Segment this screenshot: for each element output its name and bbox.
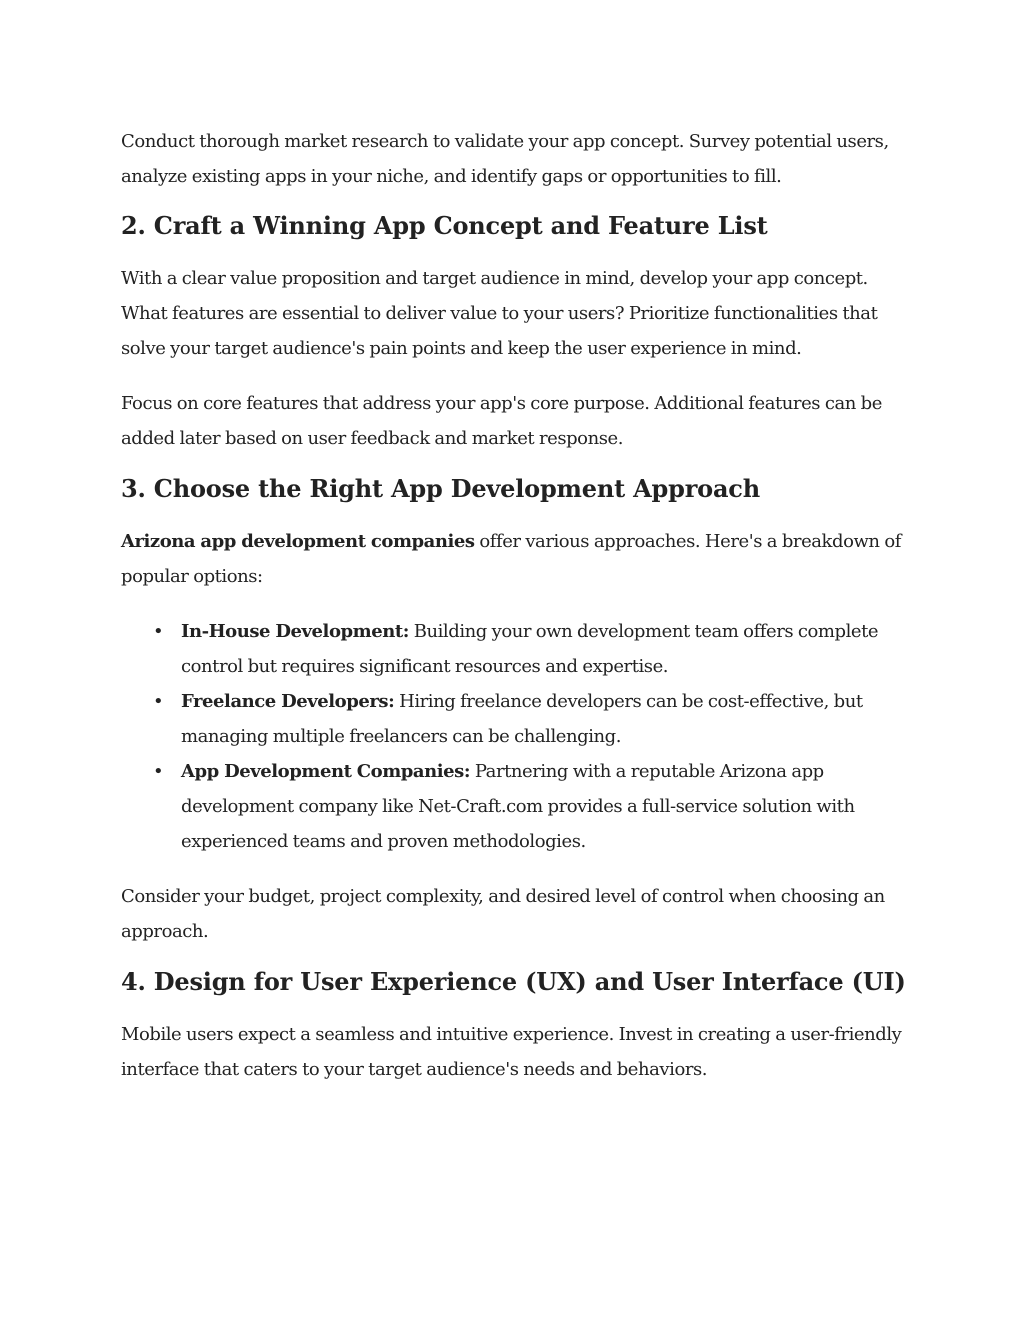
section-3-intro-paragraph bbox=[121, 524, 911, 594]
section-2-heading: 2. Craft a Winning App Concept and Feature List bbox=[121, 211, 768, 240]
intro-paragraph: Conduct thorough market research to validate your app concept. Survey potential users, analyze existing apps in your niche, and identify gaps or opportunities to fill. bbox=[121, 131, 889, 187]
section-3-intro-bold: Arizona app development companies bbox=[121, 531, 475, 552]
section-3-heading: 3. Choose the Right App Development Approach bbox=[121, 474, 760, 503]
list-item-text: Partnering with a reputable Arizona app development company like Net-Craft.com provides a full-service solution with experienced teams and proven methodologies. bbox=[181, 761, 855, 852]
list-item-title: Freelance Developers: bbox=[181, 691, 395, 712]
section-4-paragraph-1: Mobile users expect a seamless and intuitive experience. Invest in creating a user-friendly interface that caters to your target audience's needs and behaviors. bbox=[121, 1024, 902, 1080]
list-item-freelance bbox=[153, 684, 911, 754]
list-item-in-house bbox=[153, 614, 911, 684]
approach-list bbox=[121, 614, 911, 859]
bullet-icon: • bbox=[153, 621, 164, 642]
list-item-text: Building your own development team offers complete control but requires significant resources and expertise. bbox=[181, 621, 879, 677]
list-item-title: In-House Development: bbox=[181, 621, 409, 642]
list-item-title: App Development Companies: bbox=[181, 761, 471, 782]
list-item-text: Hiring freelance developers can be cost-effective, but managing multiple freelancers can be challenging. bbox=[181, 691, 863, 747]
bullet-icon: • bbox=[153, 691, 164, 712]
section-4-heading: 4. Design for User Experience (UX) and User Interface (UI) bbox=[121, 967, 906, 996]
section-2-paragraph-1: With a clear value proposition and target audience in mind, develop your app concept. What features are essential to deliver value to your users? Prioritize functionalities that solve your target audience's pain points and keep the user experience in mind. bbox=[121, 268, 878, 359]
section-3-intro-text: offer various approaches. Here's a breakdown of popular options: bbox=[121, 531, 901, 587]
document-page bbox=[121, 124, 911, 1087]
bullet-icon: • bbox=[153, 761, 164, 782]
section-3-closing-paragraph: Consider your budget, project complexity, and desired level of control when choosing an approach. bbox=[121, 886, 885, 942]
list-item-companies bbox=[153, 754, 911, 859]
section-2-paragraph-2: Focus on core features that address your app's core purpose. Additional features can be added later based on user feedback and market response. bbox=[121, 393, 882, 449]
